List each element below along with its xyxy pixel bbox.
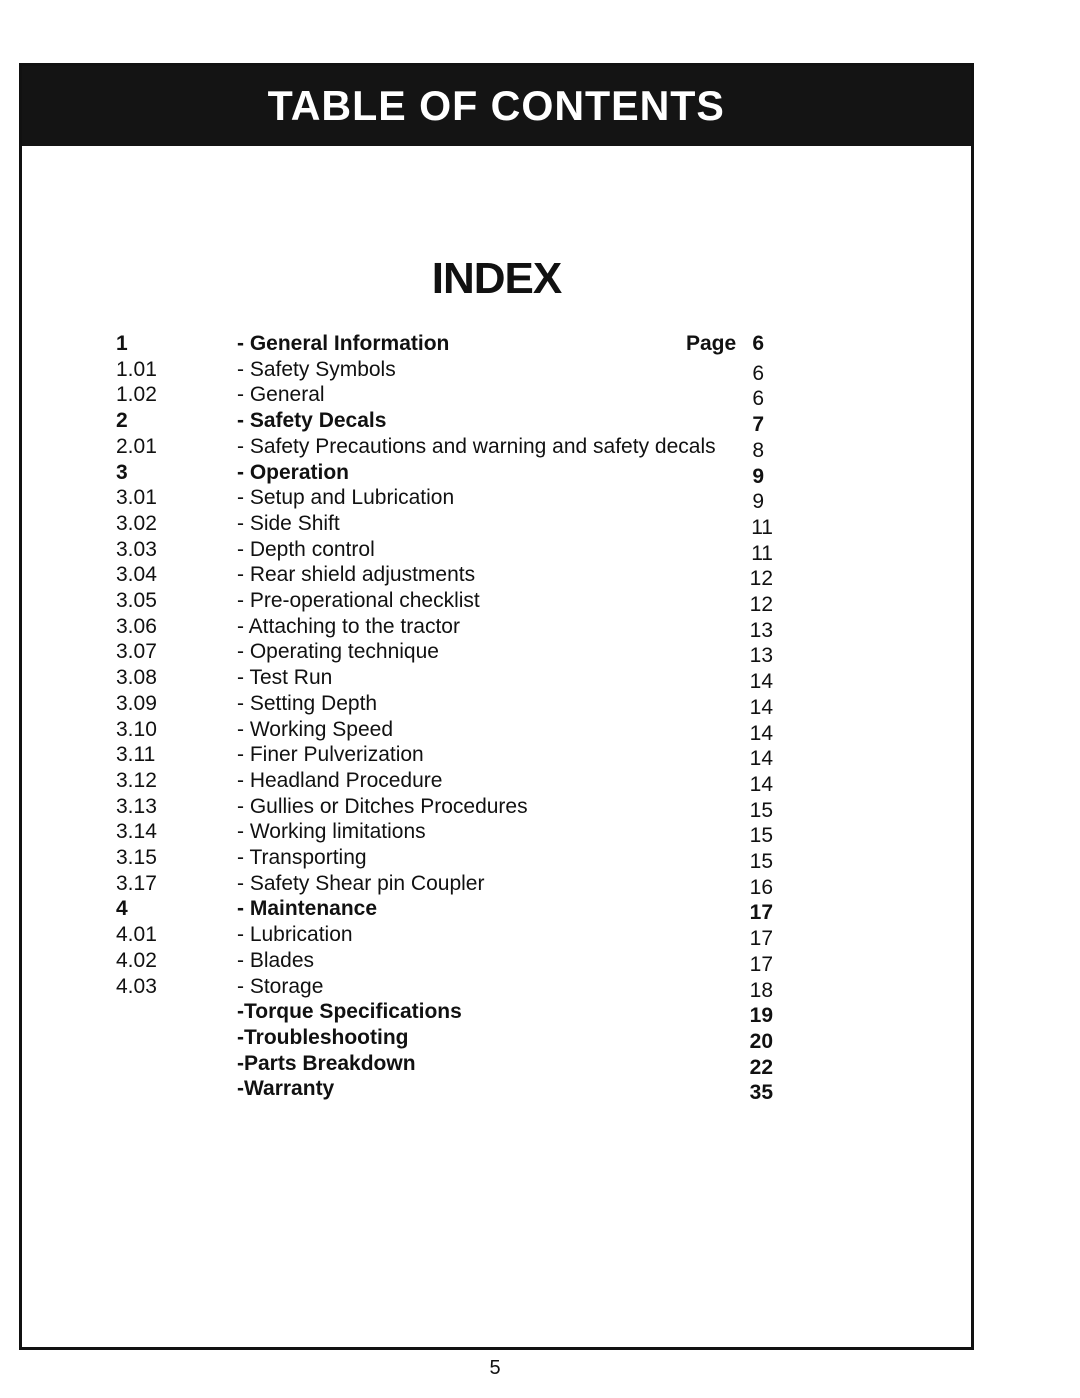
toc-entry	[22, 614, 971, 640]
toc-entry-number: 3.11	[116, 743, 156, 767]
toc-entry-number: 4.02	[116, 948, 157, 972]
toc-entry-page: 7	[752, 413, 764, 437]
toc-entry	[22, 974, 971, 1000]
toc-entry-page: 6	[752, 361, 764, 385]
toc-entry-number: 4.01	[116, 923, 157, 947]
header-title: TABLE OF CONTENTS	[267, 82, 726, 129]
toc-entry-page: 22	[749, 1055, 773, 1079]
toc-entry-title: - Depth control	[237, 537, 375, 561]
toc-entry	[22, 922, 971, 951]
toc-entry-number: 3.05	[116, 589, 157, 612]
toc-entry-title: - Safety Shear pin Coupler	[237, 871, 485, 895]
index-title: INDEX	[431, 254, 562, 303]
toc-entry-number: 4.03	[116, 974, 157, 998]
toc-entry	[22, 331, 971, 357]
toc-entry-number: 3.07	[116, 640, 157, 664]
toc-entry-number: 3	[116, 460, 128, 484]
toc-entry-title: - Operation	[237, 460, 350, 484]
toc-entry-title: - Gullies or Ditches Procedures	[237, 794, 528, 818]
toc-entry-title: - Blades	[237, 948, 315, 972]
toc-entry	[22, 511, 971, 537]
toc-entry-title: - Side Shift	[237, 511, 340, 535]
toc-entry-number: 2	[116, 409, 128, 433]
toc-entry	[22, 1025, 971, 1051]
toc-entry-page: 12	[749, 593, 773, 616]
toc-entry-page: 13	[749, 644, 773, 668]
toc-entry-title: - Headland Procedure	[237, 768, 443, 792]
toc-entry	[22, 460, 971, 486]
toc-entry-page: 15	[749, 850, 773, 873]
toc-entry	[22, 794, 971, 820]
toc-entry-title: - Pre-operational checklist	[237, 589, 480, 612]
toc-entry-page: 14	[749, 747, 773, 771]
toc-entry-title: - Working limitations	[237, 820, 426, 844]
toc-entry-title: - Test Run	[237, 666, 333, 690]
toc-entry	[22, 1076, 971, 1105]
toc-entry-page: 8	[752, 438, 764, 462]
toc-entry-number: 3.01	[116, 486, 157, 510]
page-column-label: Page	[686, 332, 737, 355]
toc-entry-title: - Setting Depth	[237, 691, 378, 715]
toc-entry-title: -Warranty	[237, 1077, 335, 1101]
toc-entry-number: 3.12	[116, 768, 157, 792]
toc-entry	[22, 845, 971, 871]
toc-entry	[22, 896, 971, 925]
toc-entry-number: 3.04	[116, 563, 157, 587]
toc-entry-page: 13	[749, 618, 773, 642]
header-bar	[22, 66, 971, 146]
toc-entry-page: 14	[749, 772, 773, 796]
toc-entry	[22, 408, 971, 437]
toc-entry	[22, 691, 971, 717]
toc-entry-number: 1.02	[116, 383, 157, 407]
toc-entry-page: 18	[749, 978, 773, 1002]
toc-entry-page: 17	[749, 952, 773, 976]
toc-entry-title: - Maintenance	[237, 897, 378, 921]
toc-entry-page: 35	[749, 1081, 773, 1105]
toc-entry-page: 16	[749, 875, 773, 899]
toc-entry-number: 3.10	[116, 717, 157, 741]
toc-entry	[22, 717, 971, 743]
toc-entry-number: 2.01	[116, 434, 157, 458]
toc-entry-title: - Setup and Lubrication	[237, 486, 455, 510]
toc-entry-number: 1	[116, 332, 128, 355]
toc-entry-number: 1.01	[116, 357, 157, 381]
toc-entry-page: 17	[749, 901, 773, 925]
toc-entry-page: 11	[751, 541, 773, 565]
toc-entry	[22, 768, 971, 794]
page-number: 5	[489, 1357, 501, 1379]
toc-entry	[22, 639, 971, 668]
toc-entry-number: 3.15	[116, 846, 157, 869]
toc-entry	[22, 819, 971, 848]
toc-entry	[22, 742, 971, 771]
toc-entry-title: - Storage	[237, 974, 324, 998]
toc-entry-title: - Lubrication	[237, 923, 353, 947]
toc-entry-page: 14	[749, 695, 773, 719]
toc-entry-title: - Operating technique	[237, 640, 439, 664]
toc-entry-page: 9	[752, 464, 764, 488]
toc-entry-title: - Transporting	[237, 846, 367, 869]
toc-entry-title: - Rear shield adjustments	[237, 563, 476, 587]
toc-entry-page: 20	[749, 1029, 773, 1053]
toc-entry-number: 3.14	[116, 820, 157, 844]
toc-entry-number: 3.13	[116, 794, 157, 818]
toc-entry-page: 14	[749, 721, 773, 745]
toc-entry-title: - Attaching to the tractor	[237, 614, 460, 638]
toc-entry-page: 12	[749, 567, 773, 591]
toc-entry	[22, 588, 971, 614]
toc-entry-number: 3.17	[116, 871, 157, 895]
toc-entry-page: 15	[749, 824, 773, 848]
toc-entry-page: 17	[749, 927, 773, 951]
toc-entry	[22, 871, 971, 897]
page-frame	[19, 63, 974, 1350]
toc-entry	[22, 665, 971, 694]
toc-entry-title: -Parts Breakdown	[237, 1051, 416, 1075]
toc-entry-title: - Working Speed	[237, 717, 394, 741]
toc-entry-number: 3.08	[116, 666, 157, 690]
toc-entry-number: 3.02	[116, 511, 157, 535]
toc-entry	[22, 948, 971, 974]
toc-entry-number: 4	[116, 897, 128, 921]
toc-entry	[22, 537, 971, 563]
toc-entry-number: 3.03	[116, 537, 157, 561]
toc-entry-page: 6	[752, 387, 764, 411]
toc-entry-title: - Safety Symbols	[237, 357, 396, 381]
toc-entry	[22, 999, 971, 1028]
toc-entry-page: 19	[749, 1004, 773, 1028]
toc-entry-title: - Finer Pulverization	[237, 743, 424, 767]
toc-entry-title: - Safety Decals	[237, 409, 387, 433]
toc-entry-title: - General Information	[237, 332, 450, 355]
toc-entry-page: 15	[749, 798, 773, 822]
toc-entry	[22, 1051, 971, 1077]
toc-entry-title: - Safety Precautions and warning and safety decals	[237, 434, 716, 458]
toc-entry-title: - General	[237, 383, 325, 407]
toc-entry	[22, 485, 971, 514]
toc-entry-title: -Troubleshooting	[237, 1025, 409, 1049]
toc-entry-page: 9	[752, 490, 764, 514]
toc-entry-number: 3.06	[116, 614, 157, 638]
toc-entry-title: -Torque Specifications	[237, 1000, 462, 1024]
toc-entry-page: 6	[752, 332, 764, 355]
toc-entry-page: 11	[751, 515, 773, 539]
toc-entry	[22, 357, 971, 383]
toc-entry	[22, 382, 971, 411]
toc-entry	[22, 562, 971, 591]
toc-entry	[22, 434, 971, 460]
toc-entry-page: 14	[749, 670, 773, 694]
toc-entry-number: 3.09	[116, 691, 157, 715]
